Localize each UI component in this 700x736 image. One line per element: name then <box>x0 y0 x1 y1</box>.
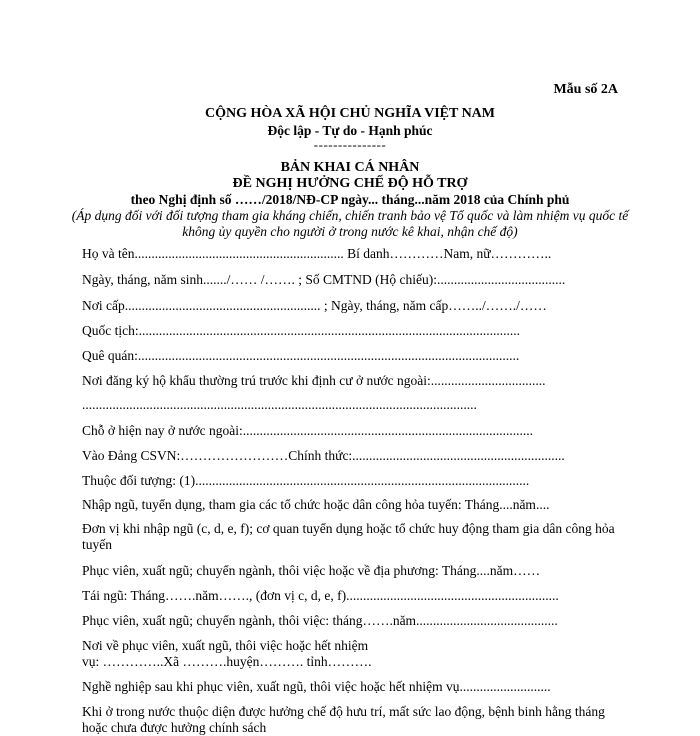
field-occupation: Nghề nghiệp sau khi phục viên, xuất ngũ, thôi việc hoặc hết nhiệm vụ........................... <box>82 679 551 694</box>
field-reenlistment: Tái ngũ: Tháng…….năm……., (đơn vị c, d, e, f)............................................................... <box>82 588 559 603</box>
form-fields <box>82 246 622 736</box>
field-return-place-cont: vụ: …………..Xã ……….huyện………. tỉnh………. <box>82 654 372 669</box>
field-current-residence: Chỗ ở hiện nay ở nước ngoài:...................................................................................... <box>82 423 533 438</box>
motto: Độc lập - Tự do - Hạnh phúc <box>267 123 433 138</box>
field-enlistment: Nhập ngũ, tuyển dụng, tham gia các tổ chức hoặc dân công hỏa tuyến: Tháng....năm.... <box>82 497 550 512</box>
field-party-membership: Vào Đảng CSVN:……………………Chính thức:............................................................... <box>82 448 565 463</box>
field-pension-status: Khi ở trong nước thuộc diện được hưởng chế độ hưu trí, mất sức lao động, bệnh binh hằng tháng hoặc chưa được hưởng chính sách <box>82 704 605 735</box>
field-previous-residence-cont: ..................................................................................................................... <box>82 397 477 412</box>
document-title: BẢN KHAI CÁ NHÂN <box>280 160 420 175</box>
field-birth-id: Ngày, tháng, năm sinh......./…… /……. ; Số CMTND (Hộ chiếu):...................................... <box>82 272 566 287</box>
decree-reference: theo Nghị định số ……/2018/NĐ-CP ngày... tháng...năm 2018 của Chính phủ <box>130 192 570 207</box>
field-previous-residence: Nơi đăng ký hộ khẩu thường trú trước khi định cư ở nước ngoài:.................................. <box>82 373 546 388</box>
field-nationality: Quốc tịch:................................................................................................................. <box>82 323 520 338</box>
applicability-note: (Áp dụng đối với đối tượng tham gia kháng chiến, chiến tranh bảo vệ Tổ quốc và làm nhiệm vụ quốc tế không ủy quyền cho người ở trong nước kê khai, nhận chế độ) <box>71 208 629 239</box>
field-discharge: Phục viên, xuất ngũ; chuyển ngành, thôi việc: tháng…….năm.......................................... <box>82 613 558 628</box>
field-issue-place: Nơi cấp.......................................................... ; Ngày, tháng, năm cấp……../……./…… <box>82 298 547 313</box>
field-full-name: Họ và tên.............................................................. Bí danh…………Nam, nữ………….. <box>82 246 552 261</box>
nation-title: CỘNG HÒA XÃ HỘI CHỦ NGHĨA VIỆT NAM <box>204 106 495 121</box>
document-subtitle: ĐỀ NGHỊ HƯỞNG CHẾ ĐỘ HỖ TRỢ <box>232 176 468 191</box>
field-enlistment-unit: Đơn vị khi nhập ngũ (c, d, e, f); cơ quan tuyển dụng hoặc tổ chức huy động tham gia dân công hỏa tuyến <box>82 521 615 552</box>
header-divider: --------------- <box>313 137 387 152</box>
field-hometown: Quê quán:................................................................................................................. <box>82 348 520 363</box>
form-code: Mẫu số 2A <box>553 82 618 97</box>
field-subject-type: Thuộc đối tượng: (1)................................................................................................... <box>82 473 530 488</box>
field-return-place: Nơi về phục viên, xuất ngũ, thôi việc hoặc hết nhiệm <box>82 638 369 653</box>
field-demobilization: Phục viên, xuất ngũ; chuyển ngành, thôi việc hoặc về địa phương: Tháng....năm…… <box>82 563 541 578</box>
